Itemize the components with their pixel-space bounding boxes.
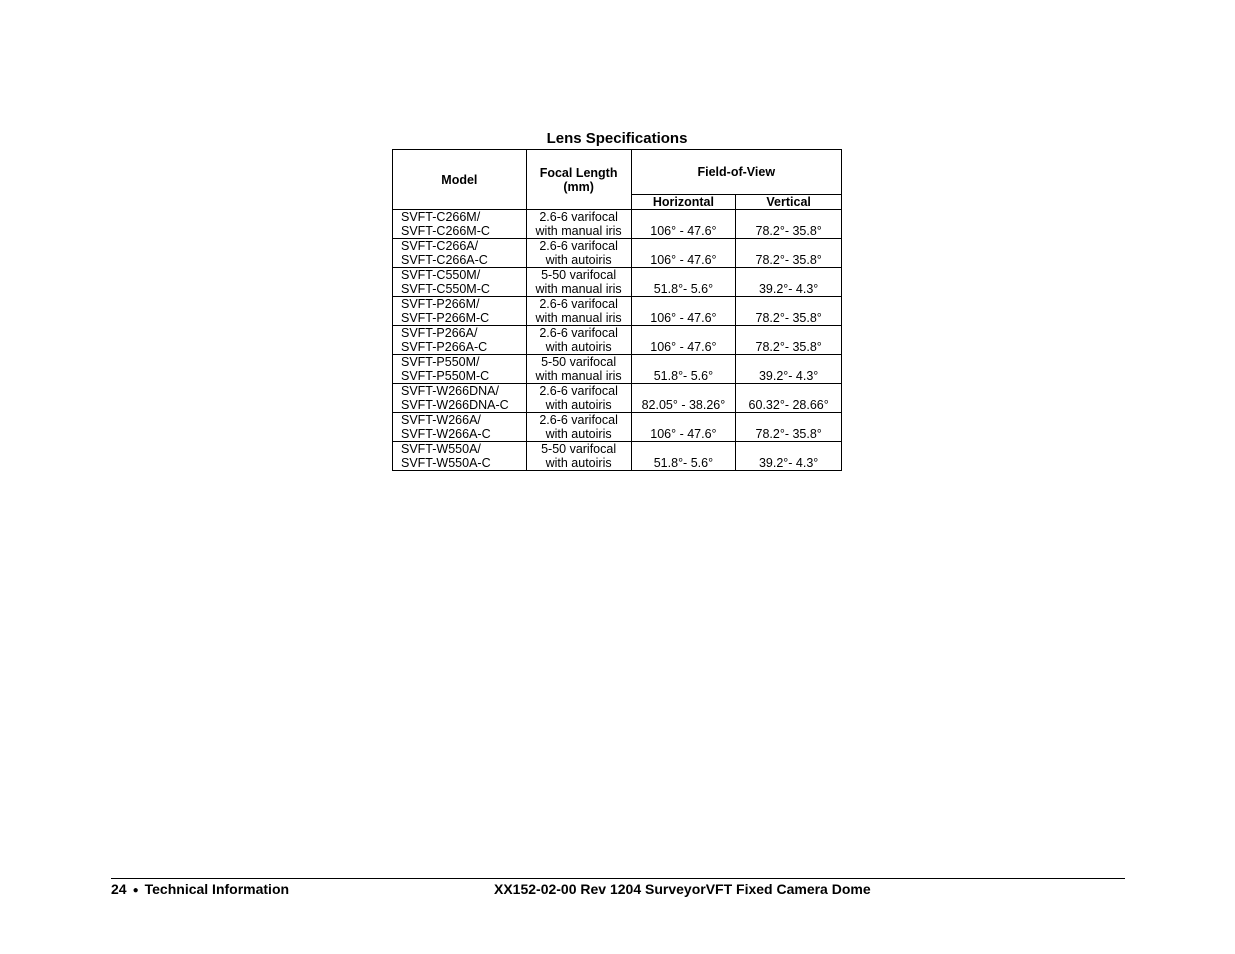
focal-length-line: 5-50 varifocal [541, 268, 617, 282]
table-row [393, 239, 842, 268]
column-header-field-of-view: Field-of-View [631, 150, 841, 195]
vertical-fov-cell: 78.2°- 35.8° [736, 210, 842, 239]
vertical-fov-cell: 39.2°- 4.3° [736, 442, 842, 471]
model-cell [393, 384, 527, 413]
focal-length-cell [526, 355, 631, 384]
vertical-fov-cell: 39.2°- 4.3° [736, 268, 842, 297]
focal-length-cell [526, 239, 631, 268]
model-name-line: SVFT-P550M/ [401, 355, 480, 369]
vertical-fov-cell: 78.2°- 35.8° [736, 326, 842, 355]
focal-length-line: with autoiris [545, 456, 612, 470]
horizontal-fov-cell: 106° - 47.6° [631, 326, 736, 355]
horizontal-fov-cell: 106° - 47.6° [631, 413, 736, 442]
focal-length-cell [526, 413, 631, 442]
model-cell [393, 326, 527, 355]
model-name-line: SVFT-W550A-C [401, 456, 491, 470]
document-reference: XX152-02-00 Rev 1204 SurveyorVFT Fixed Camera Dome [494, 881, 871, 897]
focal-length-cell [526, 326, 631, 355]
table-row [393, 297, 842, 326]
model-name-line: SVFT-C266A/ [401, 239, 479, 253]
horizontal-fov-cell: 51.8°- 5.6° [631, 268, 736, 297]
vertical-fov-cell: 78.2°- 35.8° [736, 297, 842, 326]
vertical-fov-cell: 60.32°- 28.66° [736, 384, 842, 413]
table-row [393, 210, 842, 239]
column-header-focal-length [526, 150, 631, 210]
table-title: Lens Specifications [546, 130, 688, 147]
section-name: Technical Information [144, 881, 290, 897]
horizontal-fov-cell: 51.8°- 5.6° [631, 442, 736, 471]
model-name-line: SVFT-C266M-C [401, 224, 490, 238]
focal-length-cell [526, 210, 631, 239]
focal-length-line: 5-50 varifocal [541, 355, 617, 369]
model-cell [393, 355, 527, 384]
table-row [393, 268, 842, 297]
focal-length-line: with autoiris [545, 427, 612, 441]
horizontal-fov-cell: 106° - 47.6° [631, 239, 736, 268]
vertical-fov-cell: 78.2°- 35.8° [736, 413, 842, 442]
model-name-line: SVFT-P550M-C [401, 369, 490, 383]
focal-length-line: 2.6-6 varifocal [539, 210, 618, 224]
focal-length-line: with manual iris [535, 311, 622, 325]
table-row [393, 442, 842, 471]
horizontal-fov-cell: 106° - 47.6° [631, 210, 736, 239]
model-name-line: SVFT-P266A/ [401, 326, 478, 340]
focal-length-line: with autoiris [545, 398, 612, 412]
model-cell [393, 442, 527, 471]
focal-length-cell [526, 442, 631, 471]
model-name-line: SVFT-W266DNA/ [401, 384, 499, 398]
focal-length-line: with manual iris [535, 224, 622, 238]
focal-length-line: 2.6-6 varifocal [539, 326, 618, 340]
column-header-model: Model [393, 150, 527, 210]
model-cell [393, 210, 527, 239]
header-row [393, 150, 842, 195]
focal-length-line: with autoiris [545, 340, 612, 354]
horizontal-fov-cell: 106° - 47.6° [631, 297, 736, 326]
horizontal-fov-cell: 51.8°- 5.6° [631, 355, 736, 384]
model-name-line: SVFT-W266DNA-C [401, 398, 509, 412]
footer-left [111, 881, 289, 899]
column-header-horizontal: Horizontal [631, 195, 736, 210]
footer-divider [111, 878, 1125, 879]
focal-length-line: 2.6-6 varifocal [539, 384, 618, 398]
focal-length-line: 2.6-6 varifocal [539, 413, 618, 427]
model-cell [393, 239, 527, 268]
model-cell [393, 297, 527, 326]
bullet-separator: ● [132, 885, 139, 896]
focal-length-line: with autoiris [545, 253, 612, 267]
model-name-line: SVFT-W266A/ [401, 413, 481, 427]
table-row [393, 355, 842, 384]
model-name-line: SVFT-P266A-C [401, 340, 488, 354]
vertical-fov-cell: 78.2°- 35.8° [736, 239, 842, 268]
model-cell [393, 413, 527, 442]
focal-length-line: 5-50 varifocal [541, 442, 617, 456]
model-name-line: SVFT-P266M/ [401, 297, 480, 311]
vertical-fov-cell: 39.2°- 4.3° [736, 355, 842, 384]
model-name-line: SVFT-W266A-C [401, 427, 491, 441]
focal-length-line: with manual iris [535, 369, 622, 383]
column-header-vertical: Vertical [736, 195, 842, 210]
model-name-line: SVFT-C266A-C [401, 253, 488, 267]
model-name-line: SVFT-W550A/ [401, 442, 481, 456]
model-cell [393, 268, 527, 297]
page-number: 24 [111, 881, 127, 897]
lens-specifications-table [392, 149, 842, 471]
focal-length-cell [526, 297, 631, 326]
table-row [393, 326, 842, 355]
focal-length-line: with manual iris [535, 282, 622, 296]
model-name-line: SVFT-C550M-C [401, 282, 490, 296]
focal-length-line: 2.6-6 varifocal [539, 239, 618, 253]
focal-length-line: 2.6-6 varifocal [539, 297, 618, 311]
table-row [393, 384, 842, 413]
focal-length-cell [526, 384, 631, 413]
table-row [393, 413, 842, 442]
focal-length-header-text: Focal Length (mm) [539, 165, 618, 194]
focal-length-cell [526, 268, 631, 297]
model-name-line: SVFT-P266M-C [401, 311, 490, 325]
horizontal-fov-cell: 82.05° - 38.26° [631, 384, 736, 413]
model-name-line: SVFT-C550M/ [401, 268, 481, 282]
model-name-line: SVFT-C266M/ [401, 210, 481, 224]
